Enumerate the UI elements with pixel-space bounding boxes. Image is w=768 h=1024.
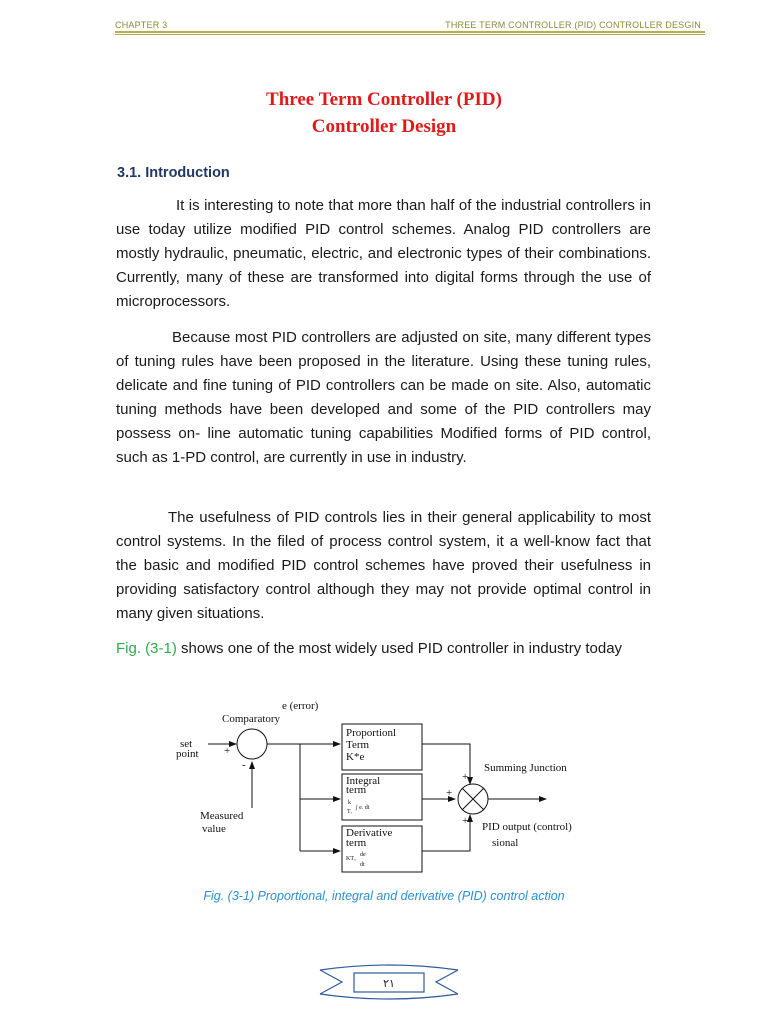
figure-reference-link[interactable]: Fig. (3-1) [116, 640, 177, 657]
header-chapter: CHAPTER 3 [115, 20, 168, 30]
comparator-minus: - [242, 759, 246, 771]
integral-expression: ∫ e. dt [356, 805, 370, 811]
integral-ti: Tᵢ [347, 809, 352, 815]
figure-paragraph-text: shows one of the most widely used PID controller in industry today [176, 640, 623, 657]
derivative-label-2: term [346, 837, 367, 849]
figure-caption: Fig. (3-1) Proportional, integral and derivative (PID) control action [203, 889, 565, 903]
integral-label-1: Integral [346, 775, 381, 787]
comparator-circle [237, 729, 267, 759]
section-heading: 3.1. Introduction [117, 165, 230, 181]
paragraph-2: Because most PID controllers are adjusted on site, many different types of tuning rules have been proposed in the literature. Using these tuning rules, delicate and fine tuning of PID controllers can be made on site. Also, automatic tuning methods have been developed and some of the PID controllers may possess on- line automatic tuning capabilities Modified forms of PID control, such as 1-PD control, are currently in use in industry. [116, 329, 651, 466]
derivative-num: de [360, 852, 366, 858]
figure-paragraph [116, 637, 651, 661]
page-number-ornament [316, 962, 462, 1002]
header-rule [115, 31, 705, 35]
integral-label-2: term [346, 784, 367, 796]
ornament-top-ribbon [320, 965, 458, 970]
page-number: ٢١ [383, 977, 395, 990]
ornament-left-chevron [320, 970, 342, 994]
setpoint-label-set: set [180, 738, 193, 750]
page-title-line-1: Three Term Controller (PID) [266, 89, 502, 110]
page-title [115, 86, 653, 140]
page-title-line-2: Controller Design [311, 116, 457, 137]
paragraph-3: The usefulness of PID controls lies in their general applicability to most control systems. In the filed of process control system, it a well-know fact that the basic and modified PID control schemes have proved their usefulness in providing satisfactory control although they may not provide optimal control in many given situations. [116, 509, 651, 622]
paragraph-1: It is interesting to note that more than half of the industrial controllers in use today utilize modified PID control schemes. Analog PID controllers are mostly hydraulic, pneumatic, electric, and electronic types of their combinations. Currently, many of these are transformed into digital forms through the use of microprocessors. [116, 197, 651, 310]
setpoint-label-point: point [176, 748, 199, 760]
summing-plus-left: + [446, 787, 453, 799]
proportional-label-2: Term [346, 739, 370, 751]
value-label: value [202, 823, 226, 835]
summing-plus-top: + [462, 771, 469, 783]
pid-block-diagram [170, 696, 600, 876]
output-label-1: PID output (control) [482, 821, 572, 833]
derivative-kt: KTₐ [346, 856, 356, 862]
integral-k: k [348, 800, 351, 806]
proportional-label-1: Proportionl [346, 727, 397, 739]
output-label-2: sional [492, 837, 519, 849]
summing-plus-bottom: + [462, 815, 469, 827]
comparatory-label: Comparatory [222, 713, 281, 725]
summing-junction-label: Summing Junction [484, 762, 567, 774]
proportional-label-3: K*e [346, 751, 365, 763]
error-label: e (error) [282, 700, 319, 712]
comparator-plus: + [224, 745, 231, 757]
ornament-right-chevron [436, 970, 458, 994]
derivative-label-1: Derivative [346, 827, 393, 839]
derivative-den: dt [360, 862, 365, 868]
header-running-title: THREE TERM CONTROLLER (PID) CONTROLLER DESGIN [445, 20, 701, 30]
measured-label: Measured [200, 810, 244, 822]
ornament-bottom-ribbon [320, 994, 458, 999]
